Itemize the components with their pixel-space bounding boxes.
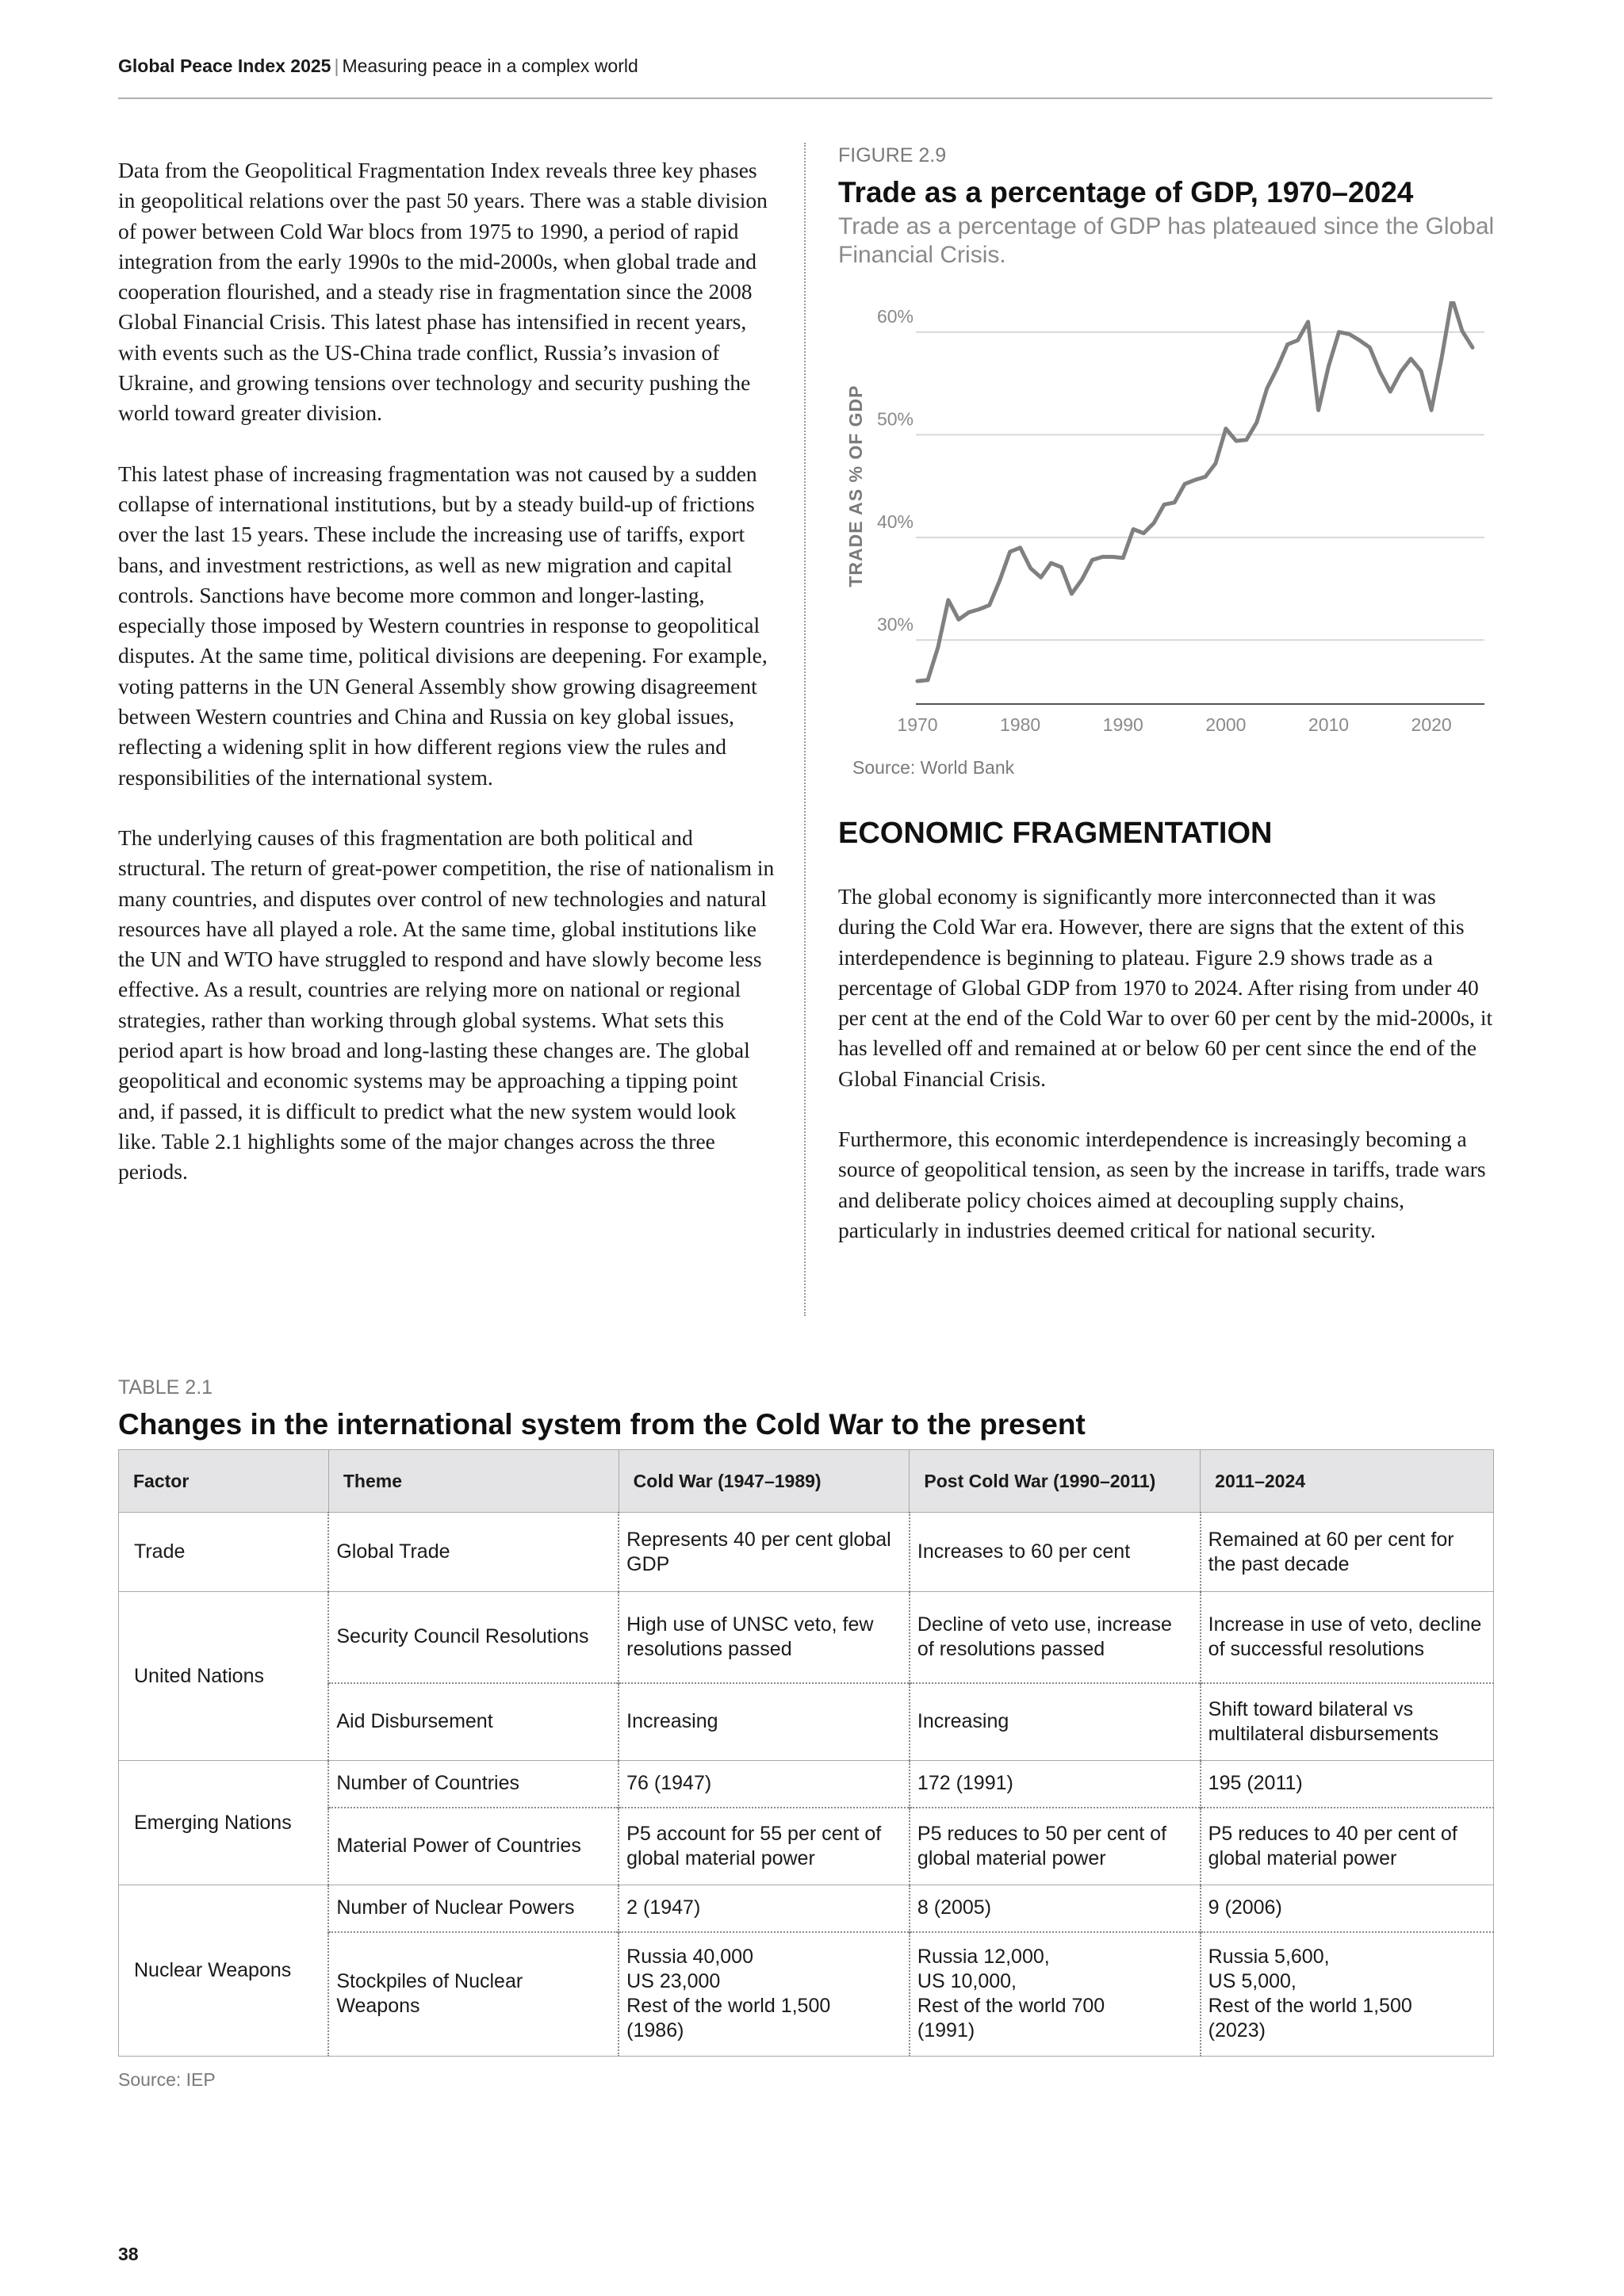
factor-cell: United Nations [119, 1592, 329, 1761]
table-cell: 76 (1947) [619, 1761, 910, 1808]
factor-cell: Nuclear Weapons [119, 1885, 329, 2057]
table-cell: Increases to 60 per cent [910, 1513, 1201, 1592]
table-cell: High use of UNSC veto, few resolutions passed [619, 1592, 910, 1683]
paragraph: Data from the Geopolitical Fragmentation Index reveals three key phases in geopolitical relations over the past 50 years. There was a stable division of power between Cold War blocs from 1975 to 1990, a period of rapid integration from the early 1990s to the mid-2000s, when global trade and cooperation flourished, and a steady rise in fragmentation since the 2008 Global Financial Crisis. This latest phase has intensified in recent years, with events such as the US-China trade conflict, Russia’s invasion of Ukraine, and growing tensions over technology and security pushing the world toward greater division. [118, 158, 768, 426]
y-tick-label: 50% [876, 408, 914, 430]
table-cell: Shift toward bilateral vs multilateral disbursements [1201, 1683, 1494, 1761]
paragraph: The global economy is significantly more interconnected than it was during the Cold War era. However, there are signs that the extent of this interdependence is beginning to plateau. Figure 2.9 shows trade as a percentage of Global GDP from 1970 to 2024. After rising from under 40 per cent at the end of the Cold War to over 60 per cent by the mid-2000s, it has levelled off and remained at or below 60 per cent since the end of the Global Financial Crisis. [838, 884, 1493, 1091]
left-column-text [118, 155, 776, 1218]
header-rule [118, 98, 1492, 99]
column-header: 2011–2024 [1201, 1450, 1494, 1513]
y-tick-label: 40% [876, 511, 914, 532]
table-title: Changes in the international system from the Cold War to the present [118, 1408, 1086, 1441]
figure-source: Source: World Bank [852, 757, 1015, 778]
paragraph: This latest phase of increasing fragmentation was not caused by a sudden collapse of international institutions, but by a steady build-up of frictions over the last 15 years. These include the increasing use of tariffs, export bans, and investment restrictions, as well as new migration and capital controls. Sanctions have become more common and longer-lasting, especially those imposed by Western countries in response to geopolitical disputes. At the same time, political divisions are deepening. For example, voting patterns in the UN General Assembly show growing disagreement between Western countries and China and Russia on key global issues, reflecting a widening split in how different regions view the rules and responsibilities of the international system. [118, 461, 768, 790]
changes-table [118, 1449, 1494, 2057]
report-title: Global Peace Index 2025 [118, 55, 331, 76]
x-tick-label: 1980 [1000, 714, 1041, 735]
y-axis-label: TRADE AS % OF GDP [845, 385, 866, 587]
table-cell: Remained at 60 per cent for the past decade [1201, 1513, 1494, 1592]
column-divider [804, 143, 806, 1316]
column-header: Factor [119, 1450, 329, 1513]
table-cell: 172 (1991) [910, 1761, 1201, 1808]
table-cell: P5 account for 55 per cent of global material power [619, 1808, 910, 1885]
table-row [119, 1592, 1494, 1683]
paragraph: The underlying causes of this fragmentation are both political and structural. The return of great-power competition, the rise of nationalism in many countries, and disputes over control of new technologies and natural resources have all played a role. At the same time, global institutions like the UN and WTO have struggled to respond and have slowly become less effective. As a result, countries are relying more on national or regional strategies, rather than working through global systems. What sets this period apart is how broad and long-lasting these changes are. The global geopolitical and economic systems may be approaching a tipping point and, if passed, it is difficult to predict what the new system would look like. Table 2.1 highlights some of the major changes across the three periods. [118, 825, 775, 1184]
table-cell: P5 reduces to 40 per cent of global material power [1201, 1808, 1494, 1885]
table-row [119, 1761, 1494, 1808]
figure-header [838, 143, 1496, 270]
table-cell: 8 (2005) [910, 1885, 1201, 1932]
x-tick-label: 1990 [1102, 714, 1143, 735]
figure-label: FIGURE 2.9 [838, 144, 947, 166]
series-line [917, 301, 1473, 681]
paragraph: Furthermore, this economic interdependence is increasingly becoming a source of geopolitical tension, as seen by the increase in tariffs, trade wars and deliberate policy choices aimed at decoupling supply chains, particularly in industries deemed critical for national security. [838, 1127, 1486, 1242]
theme-cell: Aid Disbursement [328, 1683, 619, 1761]
table-cell: Represents 40 per cent global GDP [619, 1513, 910, 1592]
table-cell: Decline of veto use, increase of resolutions passed [910, 1592, 1201, 1683]
theme-cell: Number of Countries [328, 1761, 619, 1808]
table-cell: 2 (1947) [619, 1885, 910, 1932]
right-column-text [838, 882, 1496, 1276]
table-row [119, 1513, 1494, 1592]
figure-subtitle: Trade as a percentage of GDP has plateaued since the Global Financial Crisis. [838, 213, 1495, 268]
table-cell: Increasing [910, 1683, 1201, 1761]
x-tick-label: 2000 [1205, 714, 1247, 735]
factor-cell: Trade [119, 1513, 329, 1592]
x-tick-label: 2010 [1308, 714, 1350, 735]
x-tick-label: 1970 [897, 714, 938, 735]
x-tick-label: 2020 [1411, 714, 1452, 735]
table-cell: 195 (2011) [1201, 1761, 1494, 1808]
section-heading: ECONOMIC FRAGMENTATION [838, 817, 1273, 850]
theme-cell: Number of Nuclear Powers [328, 1885, 619, 1932]
table-cell: 9 (2006) [1201, 1885, 1494, 1932]
line-chart-svg [838, 301, 1496, 785]
table-source: Source: IEP [118, 2069, 216, 2090]
theme-cell: Material Power of Countries [328, 1808, 619, 1885]
table-cell: Russia 5,600, US 5,000, Rest of the world 1,500 (2023) [1201, 1932, 1494, 2057]
table-cell: Increase in use of veto, decline of successful resolutions [1201, 1592, 1494, 1683]
y-tick-label: 30% [876, 614, 914, 635]
table-header-row [119, 1450, 1494, 1513]
theme-cell: Global Trade [328, 1513, 619, 1592]
column-header: Cold War (1947–1989) [619, 1450, 910, 1513]
factor-cell: Emerging Nations [119, 1761, 329, 1885]
column-header: Theme [328, 1450, 619, 1513]
figure-title: Trade as a percentage of GDP, 1970–2024 [838, 176, 1414, 209]
table-cell: P5 reduces to 50 per cent of global material power [910, 1808, 1201, 1885]
table-cell: Increasing [619, 1683, 910, 1761]
theme-cell: Stockpiles of Nuclear Weapons [328, 1932, 619, 2057]
y-tick-label: 60% [876, 305, 914, 327]
report-subtitle: Measuring peace in a complex world [342, 55, 638, 76]
column-header: Post Cold War (1990–2011) [910, 1450, 1201, 1513]
table-cell: Russia 40,000 US 23,000 Rest of the world 1,500 (1986) [619, 1932, 910, 2057]
table-row [119, 1885, 1494, 1932]
header-separator: | [334, 55, 339, 76]
theme-cell: Security Council Resolutions [328, 1592, 619, 1683]
running-header [118, 55, 638, 77]
trade-gdp-chart [838, 301, 1496, 778]
page-number: 38 [118, 2244, 139, 2264]
table-cell: Russia 12,000, US 10,000, Rest of the world 700 (1991) [910, 1932, 1201, 2057]
table-label: TABLE 2.1 [118, 1376, 213, 1399]
